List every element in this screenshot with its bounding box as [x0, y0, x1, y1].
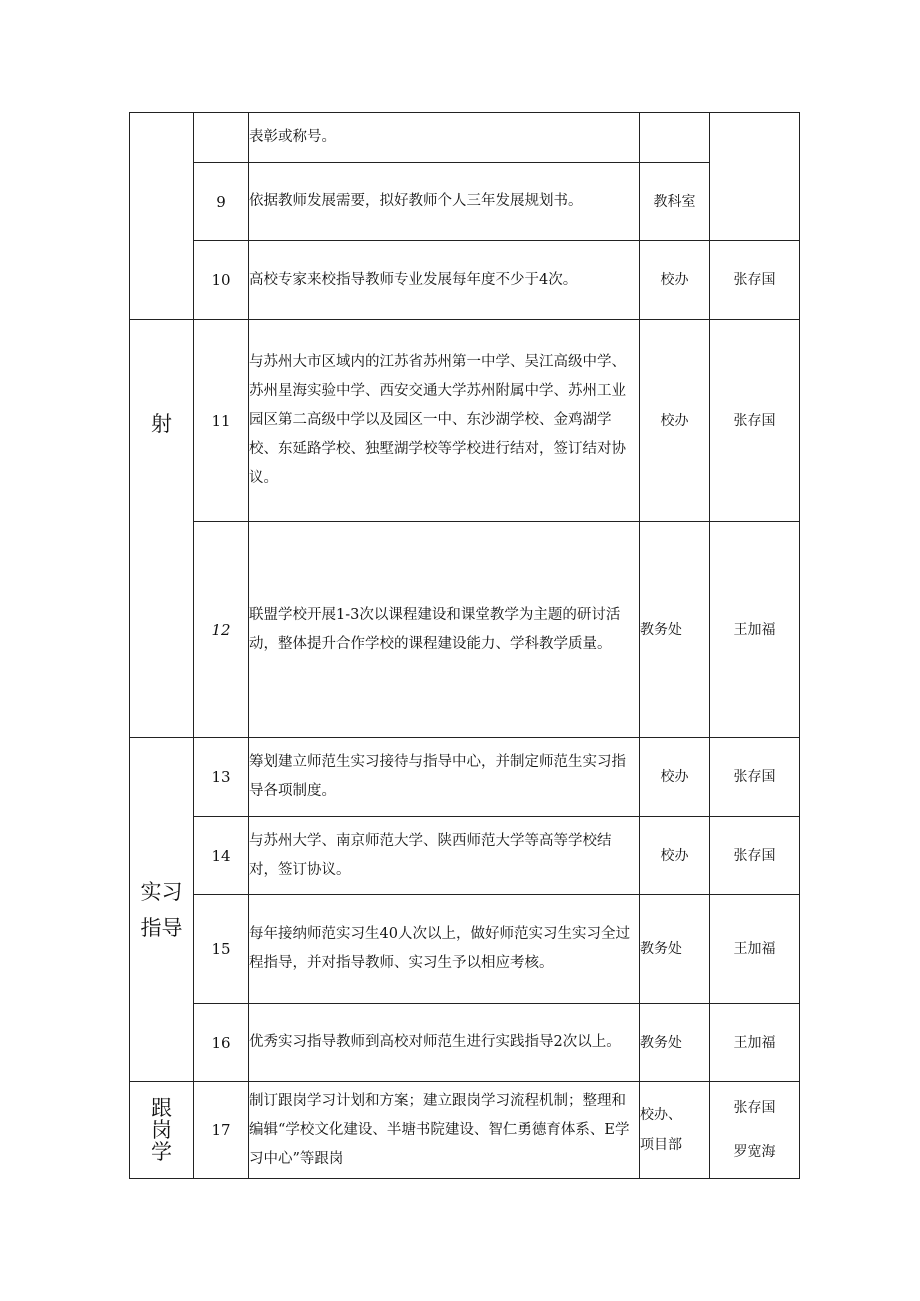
table-row [130, 738, 800, 817]
number-cell: 14 [194, 817, 249, 895]
person-cell: 张存国 [710, 241, 800, 320]
table-row [130, 241, 800, 320]
dept-cell: 教务处 [640, 895, 710, 1004]
content-cell: 与苏州大市区域内的江苏省苏州第一中学、吴江高级中学、苏州星海实验中学、西安交通大学苏州附属中学、苏州工业园区第二高级中学以及园区一中、东沙湖学校、金鸡湖学校、东延路学校、独墅湖学校等学校进行结对，签订结对协议。 [249, 320, 640, 522]
content-cell: 表彰或称号。 [249, 113, 640, 163]
category-label-line: 跟 [151, 1096, 172, 1120]
table-row [130, 320, 800, 522]
dept-cell [640, 1082, 710, 1179]
dept-cell: 校办 [640, 241, 710, 320]
plan-table [129, 112, 800, 1179]
category-cell-shixi [130, 738, 194, 1082]
person-line: 罗宽海 [733, 1144, 776, 1160]
content-cell: 联盟学校开展1-3次以课程建设和课堂教学为主题的研讨活动，整体提升合作学校的课程建设能力、学科教学质量。 [249, 522, 640, 738]
person-cell: 张存国 [710, 738, 800, 817]
dept-cell: 校办 [640, 817, 710, 895]
number-cell: 15 [194, 895, 249, 1004]
person-cell [710, 1082, 800, 1179]
category-label-line: 学 [151, 1140, 172, 1164]
number-cell: 16 [194, 1004, 249, 1082]
dept-line: 校办、 [640, 1107, 682, 1123]
dept-cell: 校办 [640, 738, 710, 817]
person-cell: 王加福 [710, 895, 800, 1004]
content-cell: 制订跟岗学习计划和方案；建立跟岗学习流程机制；整理和编辑“学校文化建设、半塘书院建设、智仁勇德育体系、E学习中心”等跟岗 [249, 1082, 640, 1179]
content-cell: 高校专家来校指导教师专业发展每年度不少于4次。 [249, 241, 640, 320]
category-label-line: 实习 [140, 879, 183, 904]
person-line: 张存国 [733, 1100, 776, 1116]
content-cell: 优秀实习指导教师到高校对师范生进行实践指导2次以上。 [249, 1004, 640, 1082]
table-row [130, 163, 800, 241]
number-cell: 17 [194, 1082, 249, 1179]
content-cell: 依据教师发展需要，拟好教师个人三年发展规划书。 [249, 163, 640, 241]
number-cell: 12 [194, 522, 249, 738]
person-cell: 王加福 [710, 1004, 800, 1082]
table-row [130, 1082, 800, 1179]
table-row [130, 1004, 800, 1082]
dept-cell [640, 113, 710, 163]
dept-line: 项目部 [640, 1137, 682, 1153]
table-row [130, 522, 800, 738]
table-row [130, 895, 800, 1004]
category-cell-she: 射 [130, 320, 194, 738]
content-cell: 与苏州大学、南京师范大学、陕西师范大学等高等学校结对，签订协议。 [249, 817, 640, 895]
content-cell: 每年接纳师范实习生40人次以上，做好师范实习生实习全过程指导，并对指导教师、实习生予以相应考核。 [249, 895, 640, 1004]
person-cell [710, 113, 800, 241]
content-cell: 筹划建立师范生实习接待与指导中心，并制定师范生实习指导各项制度。 [249, 738, 640, 817]
dept-cell: 教科室 [640, 163, 710, 241]
person-cell: 张存国 [710, 320, 800, 522]
table-row [130, 817, 800, 895]
category-cell-empty [130, 113, 194, 320]
number-cell: 9 [194, 163, 249, 241]
table-row [130, 113, 800, 163]
number-cell: 10 [194, 241, 249, 320]
dept-cell: 教务处 [640, 522, 710, 738]
category-label-line: 岗 [151, 1118, 172, 1142]
dept-cell: 教务处 [640, 1004, 710, 1082]
person-cell: 张存国 [710, 817, 800, 895]
person-cell: 王加福 [710, 522, 800, 738]
number-cell [194, 113, 249, 163]
number-cell: 13 [194, 738, 249, 817]
category-cell-gen [130, 1082, 194, 1179]
category-label-line: 指导 [140, 915, 183, 940]
number-cell: 11 [194, 320, 249, 522]
dept-cell: 校办 [640, 320, 710, 522]
